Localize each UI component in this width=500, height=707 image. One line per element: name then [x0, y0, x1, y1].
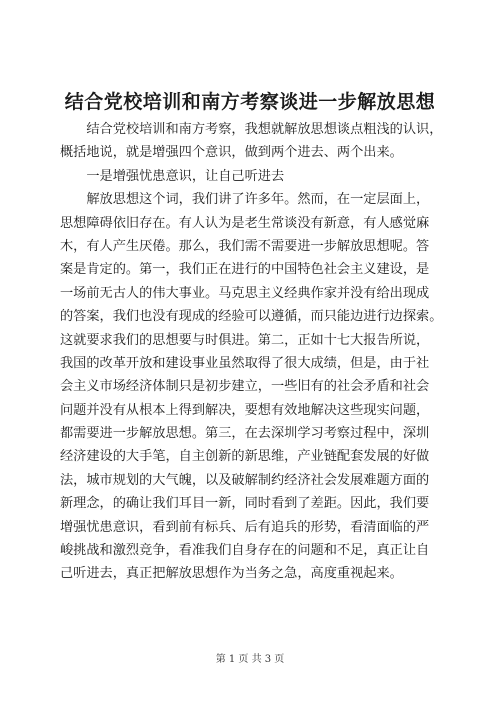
section-heading: 一是增强忧患意识，让自己听进去	[60, 168, 285, 184]
body-line: 问题并没有从根本上得到解决，要想有效地解决这些现实问题，	[60, 402, 430, 418]
body-line: 会主义市场经济体制只是初步建立，一些旧有的社会矛盾和社会	[60, 379, 430, 395]
body-line: 我国的改革开放和建设事业虽然取得了很大成绩，但是，由于社	[60, 355, 430, 371]
body-line: 这就要求我们的思想要与时俱进。第二，正如十七大报告所说，	[60, 332, 430, 348]
body-line: 思想障碍依旧存在。有人认为是老生常谈没有新意，有人感觉麻	[60, 215, 430, 231]
body-line: 的答案，我们也没有现成的经验可以遵循，而只能边进行边探索。	[60, 309, 443, 325]
body-line: 木，有人产生厌倦。那么，我们需不需要进一步解放思想呢。答	[60, 238, 430, 254]
body-line: 己听进去，真正把解放思想作为当务之急，高度重视起来。	[60, 566, 403, 582]
body-line: 一场前无古人的伟大事业。马克思主义经典作家并没有给出现成	[60, 285, 430, 301]
body-line: 新理念，的确让我们耳目一新，同时看到了差距。因此，我们要	[60, 496, 430, 512]
body-line: 增强忧患意识，看到前有标兵、后有追兵的形势，看清面临的严	[60, 519, 430, 535]
body-line: 法，城市规划的大气魄，以及破解制约经济社会发展难题方面的	[60, 472, 430, 488]
document-title: 结合党校培训和南方考察谈进一步解放思想	[64, 91, 436, 113]
body-line: 结合党校培训和南方考察，我想就解放思想谈点粗浅的认识，	[60, 122, 443, 137]
body-line: 都需要进一步解放思想。第三，在去深圳学习考察过程中，深圳	[60, 426, 430, 442]
body-line: 经济建设的大手笔，自主创新的新思维，产业链配套发展的好做	[60, 449, 430, 465]
body-line: 概括地说，就是增强四个意识，做到两个进去、两个出来。	[60, 145, 403, 161]
body-line: 案是肯定的。第一，我们正在进行的中国特色社会主义建设，是	[60, 262, 430, 278]
body-line: 峻挑战和激烈竞争，看准我们自身存在的问题和不足，真正让自	[60, 543, 430, 559]
page-number-footer: 第 1 页 共 3 页	[215, 654, 285, 665]
body-line: 解放思想这个词，我们讲了许多年。然而，在一定层面上，	[60, 192, 430, 208]
document-body	[60, 118, 448, 586]
